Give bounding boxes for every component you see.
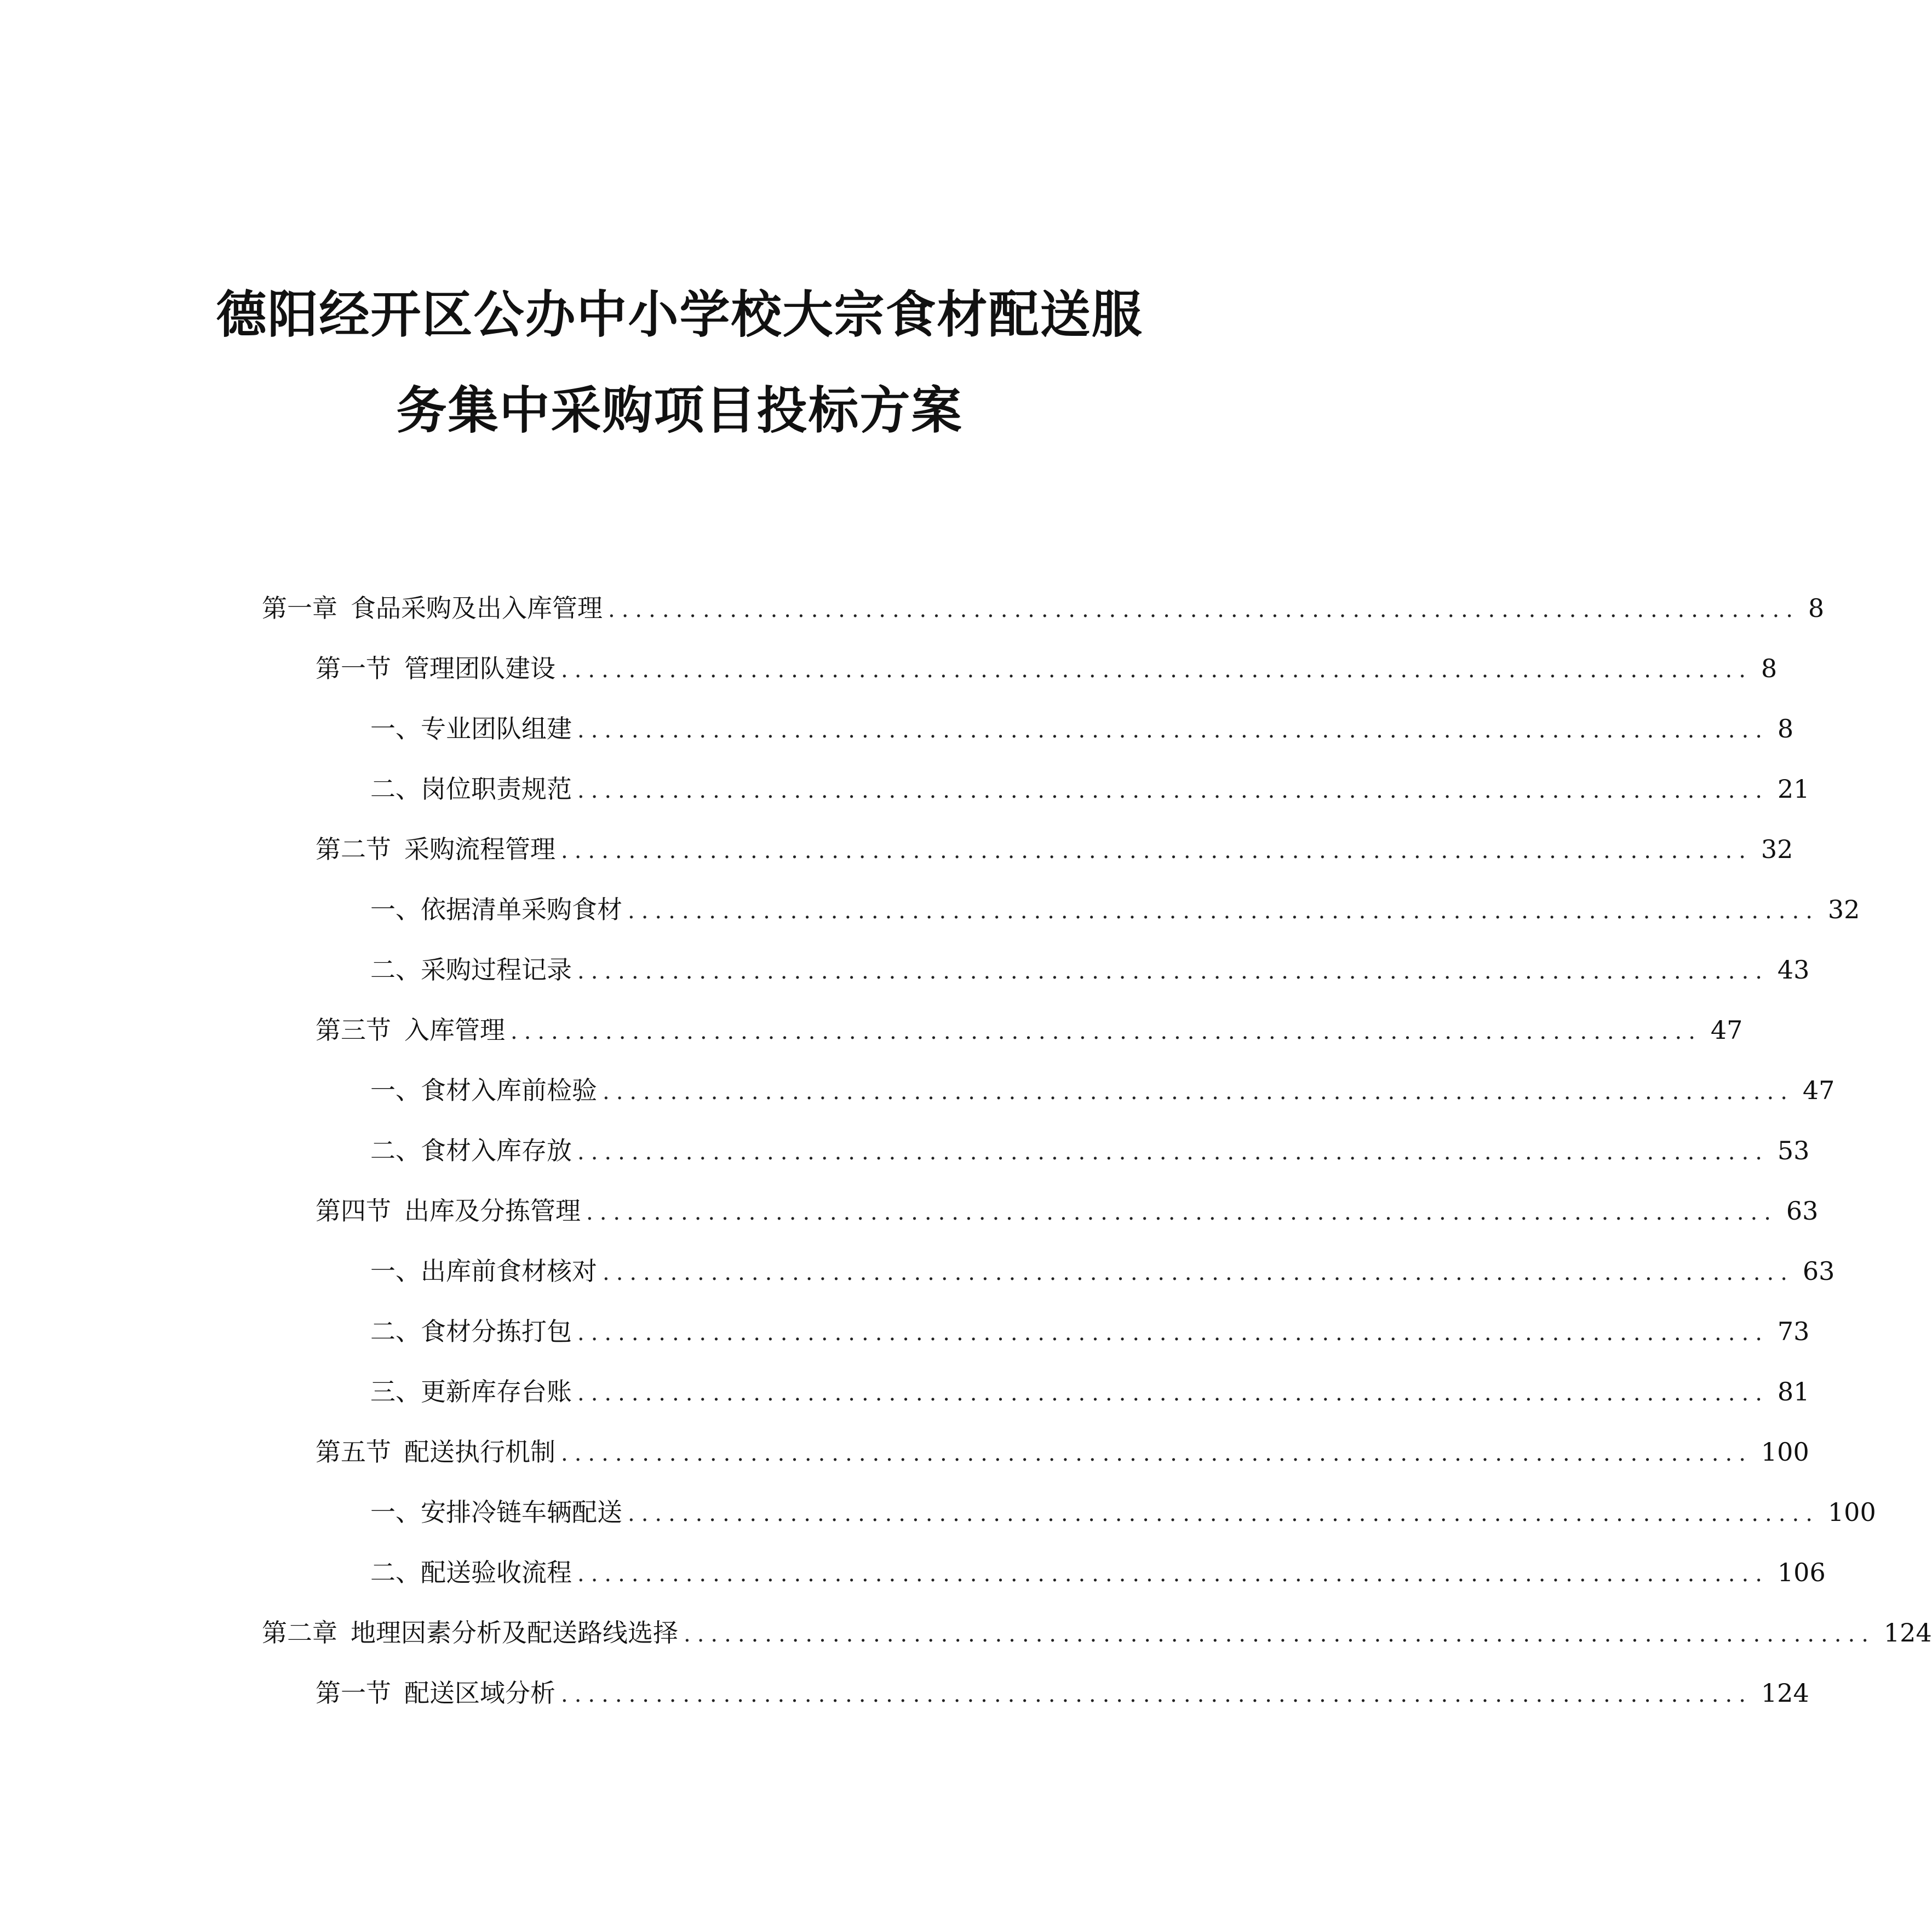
toc-entry-label: 采购过程记录 — [421, 954, 572, 985]
toc-entry-page: 8 — [1761, 653, 1778, 683]
toc-entry[interactable] — [0, 1362, 1810, 1422]
toc-dot-leader: ........................................................................................ — [684, 1621, 1875, 1647]
toc-entry-page: 63 — [1802, 1256, 1835, 1286]
document-title-line-1: 德阳经开区公办中小学校大宗食材配送服 — [216, 285, 1143, 344]
toc-dot-leader: ........................................................................................ — [586, 1199, 1778, 1225]
document-title-line-2: 务集中采购项目投标方案 — [396, 381, 963, 440]
toc-entry-page: 32 — [1761, 834, 1793, 864]
toc-entry-page: 100 — [1761, 1437, 1809, 1467]
toc-entry-page: 8 — [1777, 713, 1794, 743]
toc-entry-number: 第一节 — [316, 1678, 391, 1708]
toc-entry-number: 第一节 — [316, 653, 391, 683]
toc-entry-page: 124 — [1883, 1617, 1932, 1648]
toc-entry-label: 管理团队建设 — [404, 653, 555, 683]
toc-entry-label: 食品采购及出入库管理 — [351, 593, 603, 623]
toc-dot-leader: ........................................................................................ — [577, 958, 1769, 984]
toc-entry-page: 47 — [1802, 1075, 1835, 1105]
toc-entry-label: 食材分拣打包 — [421, 1316, 572, 1346]
toc-entry-number: 二、 — [370, 774, 421, 804]
toc-dot-leader: ........................................................................................ — [561, 838, 1752, 863]
toc-entry-page: 43 — [1777, 954, 1810, 985]
toc-entry-label: 食材入库前检验 — [421, 1075, 597, 1105]
toc-entry-label: 采购流程管理 — [404, 834, 555, 864]
toc-entry-number: 第五节 — [316, 1437, 391, 1467]
toc-dot-leader: ........................................................................................ — [511, 1019, 1702, 1044]
toc-entry[interactable] — [0, 1242, 1835, 1302]
toc-entry-number: 第一章 — [262, 593, 337, 623]
toc-entry-number: 二、 — [370, 1135, 421, 1165]
toc-entry[interactable] — [0, 1061, 1835, 1121]
toc-entry-label: 岗位职责规范 — [421, 774, 572, 804]
toc-entry-number: 一、 — [370, 1075, 421, 1105]
toc-entry[interactable] — [0, 1603, 1932, 1663]
toc-entry-page: 53 — [1777, 1135, 1810, 1165]
toc-entry-number: 一、 — [370, 1256, 421, 1286]
toc-entry[interactable] — [0, 1483, 1876, 1543]
toc-entry[interactable] — [0, 1181, 1819, 1242]
toc-entry-label: 依据清单采购食材 — [421, 894, 622, 924]
toc-entry-page: 47 — [1710, 1015, 1743, 1045]
toc-dot-leader: ........................................................................................ — [603, 1260, 1794, 1285]
toc-dot-leader: ........................................................................................ — [628, 1501, 1819, 1526]
toc-entry-number: 一、 — [370, 713, 421, 743]
toc-entry[interactable] — [0, 759, 1810, 820]
toc-entry-page: 32 — [1827, 894, 1860, 924]
toc-entry-page: 81 — [1777, 1376, 1810, 1406]
toc-entry-label: 出库前食材核对 — [421, 1256, 597, 1286]
toc-entry-label: 入库管理 — [404, 1015, 505, 1045]
toc-entry-page: 63 — [1786, 1195, 1819, 1226]
toc-entry[interactable] — [0, 880, 1860, 940]
toc-entry-page: 8 — [1808, 593, 1825, 623]
toc-entry[interactable] — [0, 1543, 1826, 1603]
toc-entry-number: 二、 — [370, 1316, 421, 1346]
toc-entry-number: 一、 — [370, 1497, 421, 1527]
toc-entry-number: 二、 — [370, 954, 421, 985]
toc-entry-number: 第二节 — [316, 834, 391, 864]
toc-entry[interactable] — [0, 1000, 1743, 1061]
toc-entry-number: 第二章 — [262, 1617, 337, 1648]
toc-entry[interactable] — [0, 1422, 1809, 1483]
toc-dot-leader: ........................................................................................ — [577, 1320, 1769, 1346]
toc-entry-label: 地理因素分析及配送路线选择 — [351, 1617, 678, 1648]
toc-entry-label: 专业团队组建 — [421, 713, 572, 743]
toc-entry[interactable] — [0, 639, 1778, 699]
toc-dot-leader: ........................................................................................ — [561, 1440, 1752, 1466]
toc-entry-label: 更新库存台账 — [421, 1376, 572, 1406]
toc-dot-leader: ........................................................................................ — [628, 898, 1819, 924]
toc-dot-leader: ........................................................................................ — [577, 1139, 1769, 1165]
toc-entry-page: 100 — [1827, 1497, 1876, 1527]
toc-entry-page: 124 — [1761, 1678, 1809, 1708]
toc-entry[interactable] — [0, 820, 1793, 880]
toc-entry-number: 第四节 — [316, 1195, 391, 1226]
toc-entry-page: 73 — [1777, 1316, 1810, 1346]
toc-dot-leader: ........................................................................................ — [577, 1380, 1769, 1406]
toc-entry-label: 配送执行机制 — [404, 1437, 555, 1467]
toc-entry-number: 二、 — [370, 1557, 421, 1587]
toc-dot-leader: ........................................................................................ — [577, 1561, 1769, 1587]
table-of-contents — [0, 579, 1932, 1724]
toc-dot-leader: ........................................................................................ — [561, 657, 1752, 683]
toc-entry[interactable] — [0, 1302, 1810, 1362]
toc-dot-leader: ........................................................................................ — [561, 1681, 1752, 1707]
toc-dot-leader: ........................................................................................ — [577, 717, 1769, 743]
toc-entry-label: 安排冷链车辆配送 — [421, 1497, 622, 1527]
toc-entry[interactable] — [0, 1663, 1809, 1724]
toc-dot-leader: ........................................................................................ — [608, 597, 1799, 622]
toc-dot-leader: ........................................................................................ — [577, 777, 1769, 803]
toc-entry-label: 出库及分拣管理 — [404, 1195, 581, 1226]
toc-entry[interactable] — [0, 699, 1794, 759]
toc-entry[interactable] — [0, 1121, 1810, 1181]
toc-entry-number: 第三节 — [316, 1015, 391, 1045]
toc-entry-number: 一、 — [370, 894, 421, 924]
toc-entry-page: 106 — [1777, 1557, 1826, 1587]
toc-entry-label: 食材入库存放 — [421, 1135, 572, 1165]
toc-entry-label: 配送验收流程 — [421, 1557, 572, 1587]
toc-entry-number: 三、 — [370, 1376, 421, 1406]
toc-entry[interactable] — [0, 579, 1825, 639]
toc-entry[interactable] — [0, 940, 1810, 1000]
toc-dot-leader: ........................................................................................ — [603, 1079, 1794, 1105]
toc-entry-page: 21 — [1777, 774, 1810, 804]
toc-entry-label: 配送区域分析 — [404, 1678, 555, 1708]
